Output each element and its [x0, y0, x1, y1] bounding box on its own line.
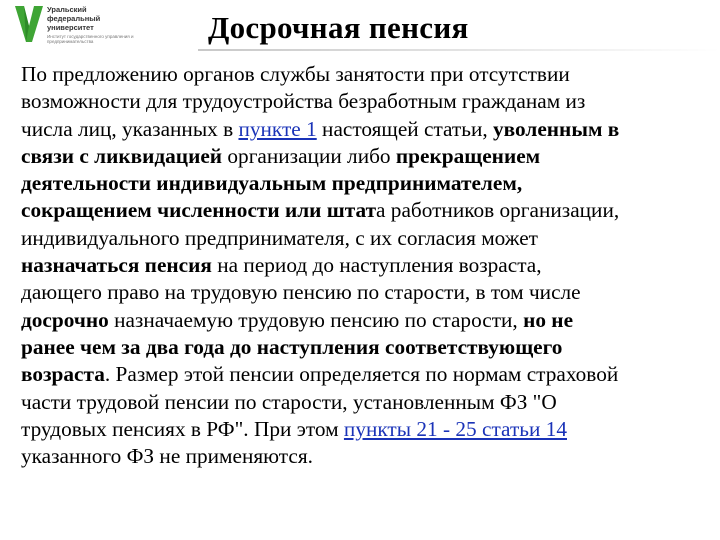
paragraph-line	[21, 88, 709, 115]
paragraph-line	[21, 170, 709, 197]
text-run: на период до наступления возраста,	[211, 253, 542, 278]
paragraph-line	[21, 61, 709, 88]
logo-line-1: Уральский	[47, 5, 87, 14]
bold-text: сокращением численности или штат	[21, 198, 377, 223]
title-divider	[198, 49, 720, 51]
university-logo	[14, 4, 194, 48]
reference-link[interactable]: пункте 1	[238, 116, 317, 141]
paragraph-line	[21, 307, 709, 334]
bold-text: назначаться пенсия	[21, 253, 212, 278]
bold-text: прекращением	[395, 143, 541, 168]
logo-line-2: федеральный	[47, 14, 101, 23]
text-run: индивидуального предпринимателя, с их согласия может	[21, 225, 538, 250]
reference-link[interactable]: пункты 21 - 25 статьи 14	[343, 416, 567, 441]
text-run: части трудовой пенсии по старости, установленным ФЗ "О	[21, 389, 557, 414]
bold-text: досрочно	[21, 307, 109, 332]
bold-text: связи с ликвидацией	[21, 143, 223, 168]
text-run: а работников организации,	[376, 198, 620, 223]
text-run: . Размер этой пенсии определяется по нормам страховой	[104, 362, 619, 387]
logo-subtext: Институт государственного управления и предпринимательства	[47, 34, 134, 44]
bold-text: уволенным в	[493, 116, 620, 141]
bold-text: деятельности индивидуальным предпринимателем,	[21, 171, 523, 196]
paragraph-line	[21, 116, 709, 143]
urfu-emblem-icon	[14, 4, 44, 44]
bold-text: но не	[523, 307, 574, 332]
paragraph-line	[21, 334, 709, 361]
paragraph-line	[21, 279, 709, 306]
text-run: трудовых пенсиях в РФ". При этом	[21, 416, 344, 441]
paragraph-line	[21, 197, 709, 224]
main-paragraph	[21, 61, 709, 470]
text-run: дающего право на трудовую пенсию по старости, в том числе	[21, 280, 581, 305]
bold-text: возраста	[21, 362, 105, 387]
paragraph-line	[21, 252, 709, 279]
text-run: настоящей статьи,	[316, 116, 493, 141]
text-run: По предложению органов службы занятости при отсутствии	[21, 62, 570, 86]
logo-name	[47, 5, 100, 32]
text-run: организации либо	[222, 143, 396, 168]
paragraph-line	[21, 361, 709, 388]
logo-line-3: университет	[47, 23, 94, 32]
paragraph-line	[21, 143, 709, 170]
text-run: назначаемую трудовую пенсию по старости,	[108, 307, 524, 332]
text-run: указанного ФЗ не применяются.	[21, 444, 313, 469]
page-title: Досрочная пенсия	[208, 10, 469, 45]
text-run: возможности для трудоустройства безработным гражданам из	[21, 89, 586, 114]
paragraph-line	[21, 389, 709, 416]
paragraph-line	[21, 443, 709, 470]
bold-text: ранее чем за два года до наступления соответствующего	[21, 334, 563, 359]
text-run: числа лиц, указанных в	[21, 116, 239, 141]
paragraph-line	[21, 225, 709, 252]
paragraph-line	[21, 416, 709, 443]
